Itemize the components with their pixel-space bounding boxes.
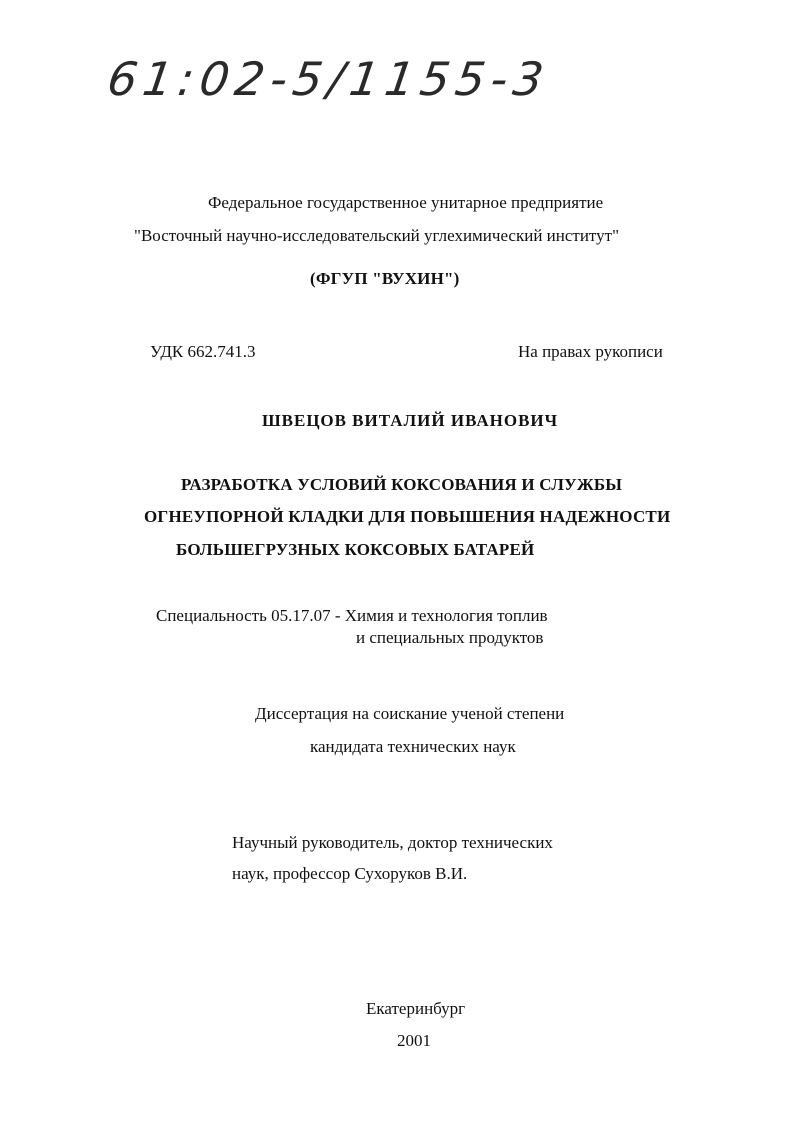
organization-name-line2: "Восточный научно-исследовательский углехимический институт" — [134, 226, 620, 245]
organization-abbreviation: (ФГУП "ВУХИН") — [310, 269, 460, 288]
organization-name-line1: Федеральное государственное унитарное предприятие — [208, 193, 604, 212]
city: Екатеринбург — [366, 999, 466, 1018]
degree-statement-line1: Диссертация на соискание ученой степени — [255, 704, 565, 723]
handwritten-archive-number: 61:02-5/1155-3 — [104, 52, 553, 106]
title-line: ОГНЕУПОРНОЙ КЛАДКИ ДЛЯ ПОВЫШЕНИЯ НАДЕЖНОСТИ — [144, 507, 671, 526]
supervisor-line1: Научный руководитель, доктор технических — [232, 833, 553, 852]
manuscript-rights-note: На правах рукописи — [518, 342, 663, 361]
specialty-line2: и специальных продуктов — [356, 628, 544, 647]
year: 2001 — [397, 1031, 431, 1050]
title-line: РАЗРАБОТКА УСЛОВИЙ КОКСОВАНИЯ И СЛУЖБЫ — [181, 475, 623, 494]
supervisor-line2: наук, профессор Сухоруков В.И. — [232, 864, 468, 883]
author-name: ШВЕЦОВ ВИТАЛИЙ ИВАНОВИЧ — [262, 411, 559, 430]
title-line: БОЛЬШЕГРУЗНЫХ КОКСОВЫХ БАТАРЕЙ — [176, 540, 535, 559]
specialty-line1: Специальность 05.17.07 - Химия и технология топлив — [156, 606, 548, 625]
udk-code: УДК 662.741.3 — [150, 342, 256, 361]
degree-statement-line2: кандидата технических наук — [310, 737, 516, 756]
